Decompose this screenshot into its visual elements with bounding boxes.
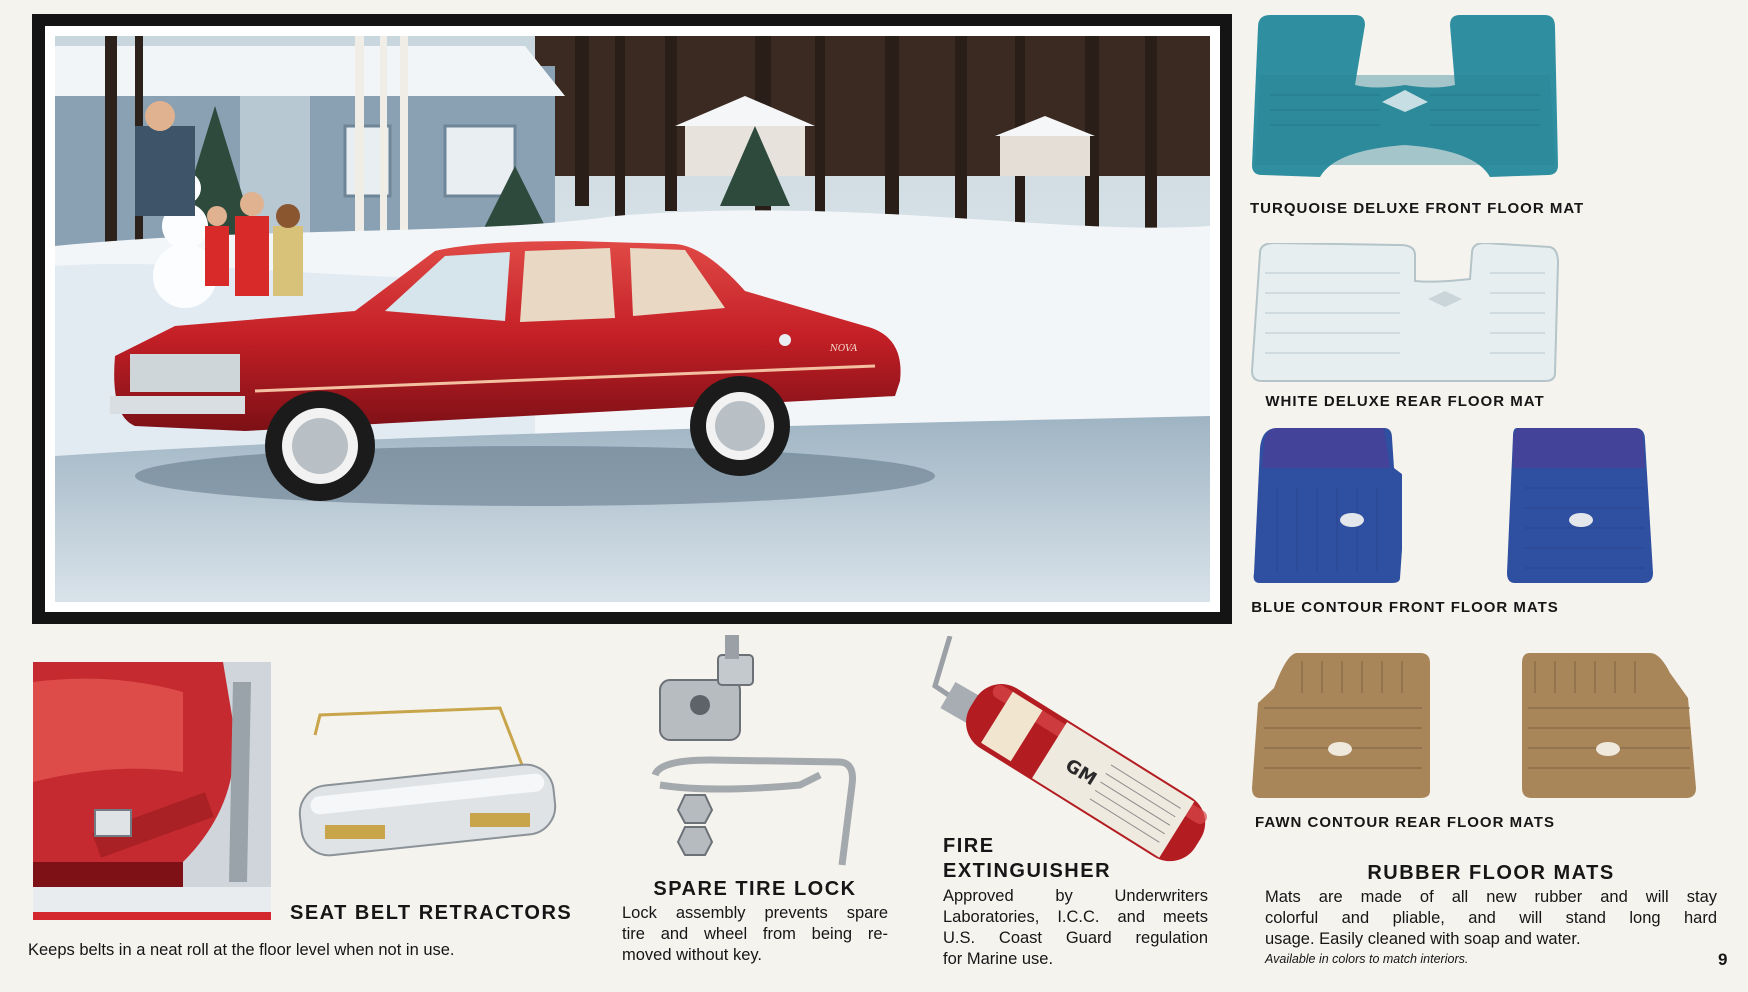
spare-tire-line-1: Lock assembly prevents spare bbox=[622, 904, 888, 922]
page-number: 9 bbox=[1718, 950, 1728, 969]
extinguisher-line-2: Laboratories, I.C.C. and meets bbox=[943, 908, 1208, 926]
seat-belt-photo bbox=[33, 662, 271, 920]
seat-belt-retractor-image bbox=[290, 705, 565, 870]
blue-mat-left-image bbox=[1252, 428, 1402, 583]
winter-car-scene bbox=[55, 36, 1210, 602]
turquoise-mat-image bbox=[1250, 15, 1560, 187]
turquoise-mat-caption: TURQUOISE DELUXE FRONT FLOOR MAT bbox=[1250, 200, 1585, 217]
seat-belt-text: Keeps belts in a neat roll at the floor level when not in use. bbox=[28, 941, 455, 959]
front-wheel bbox=[265, 391, 375, 501]
hero-illustration bbox=[45, 26, 1220, 612]
rear-wheel bbox=[690, 376, 790, 476]
father-figure bbox=[135, 126, 195, 216]
extinguisher-line-1: Approved by Underwriters bbox=[943, 887, 1208, 905]
extinguisher-line-4: for Marine use. bbox=[943, 950, 1054, 968]
rubber-mats-title: RUBBER FLOOR MATS bbox=[1367, 862, 1615, 884]
fawn-mat-left-image bbox=[1252, 653, 1432, 798]
fawn-mat-right-image bbox=[1520, 653, 1700, 798]
blue-mat-right-image bbox=[1505, 428, 1655, 583]
extinguisher-label: GM bbox=[1061, 754, 1101, 791]
fawn-mat-caption: FAWN CONTOUR REAR FLOOR MATS bbox=[1255, 814, 1555, 831]
extinguisher-title-2: EXTINGUISHER bbox=[943, 860, 1112, 882]
white-mat-caption: WHITE DELUXE REAR FLOOR MAT bbox=[1265, 393, 1545, 410]
extinguisher-title-1: FIRE bbox=[943, 835, 995, 857]
rubber-mats-note: Available in colors to match interiors. bbox=[1265, 952, 1469, 966]
rubber-mats-line-3: usage. Easily cleaned with soap and water. bbox=[1265, 930, 1581, 948]
white-mat-image bbox=[1250, 243, 1560, 383]
rubber-mats-line-1: Mats are made of all new rubber and will stay bbox=[1265, 888, 1717, 906]
spare-tire-line-2: tire and wheel from being re- bbox=[622, 925, 888, 943]
extinguisher-line-3: U.S. Coast Guard regulation bbox=[943, 929, 1208, 947]
seat-belt-title: SEAT BELT RETRACTORS bbox=[290, 902, 573, 924]
car-badge: NOVA bbox=[830, 344, 858, 354]
spare-tire-lock-image bbox=[650, 635, 875, 875]
blue-mat-caption: BLUE CONTOUR FRONT FLOOR MATS bbox=[1251, 599, 1559, 616]
rubber-mats-line-2: colorful and pliable, and will stand long hard bbox=[1265, 909, 1717, 927]
spare-tire-line-3: moved without key. bbox=[622, 946, 763, 964]
spare-tire-title: SPARE TIRE LOCK bbox=[653, 878, 857, 900]
